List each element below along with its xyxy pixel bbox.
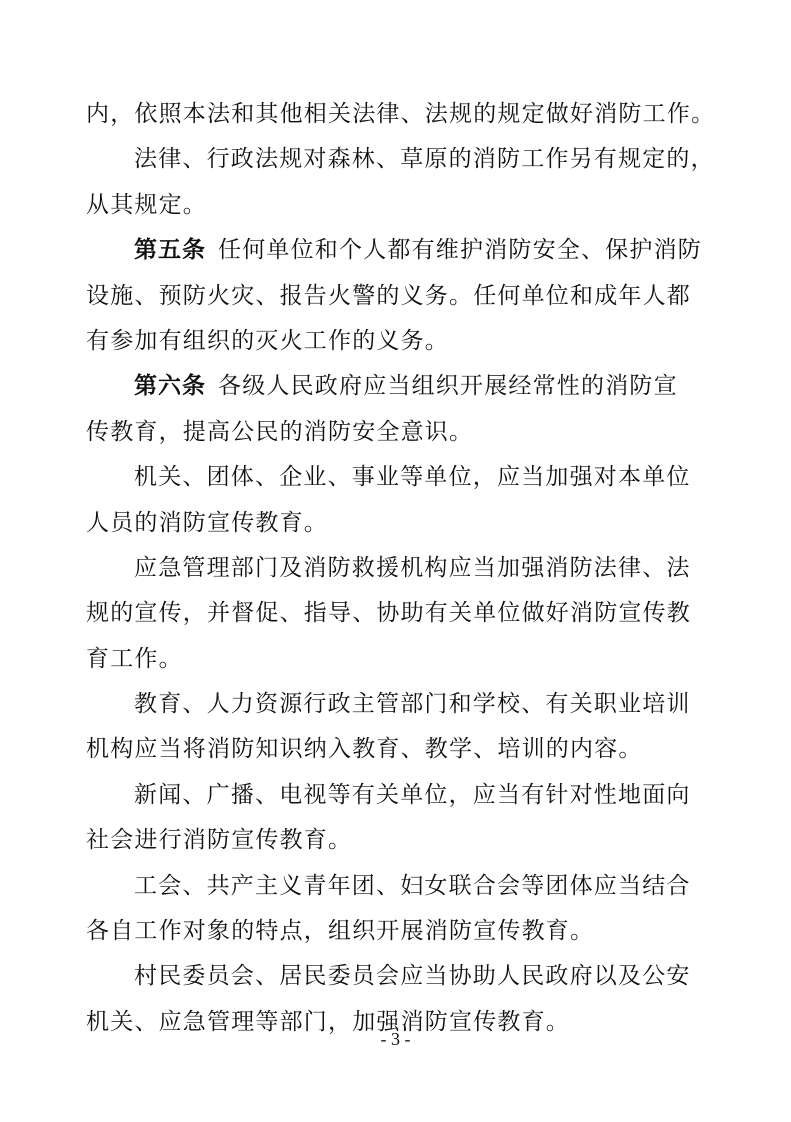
document-body bbox=[86, 92, 716, 1045]
line-text: 设施、预防火灾、报告火警的义务。任何单位和成年人都 bbox=[86, 282, 691, 309]
text-line bbox=[86, 773, 708, 818]
line-text: 传教育，提高公民的消防安全意识。 bbox=[86, 418, 474, 445]
article-number: 第五条 bbox=[134, 237, 206, 264]
text-line bbox=[86, 410, 708, 455]
line-text: 新闻、广播、电视等有关单位，应当有针对性地面向 bbox=[134, 781, 691, 808]
line-text: 机构应当将消防知识纳入教育、教学、培训的内容。 bbox=[86, 736, 643, 763]
text-line bbox=[86, 501, 708, 546]
line-text: 规的宣传，并督促、指导、协助有关单位做好消防宣传教 bbox=[86, 600, 691, 627]
page-number: - 3 - bbox=[380, 1029, 411, 1049]
text-line bbox=[86, 364, 708, 409]
line-text: 法律、行政法规对森林、草原的消防工作另有规定的， bbox=[134, 146, 715, 173]
line-text: 机关、应急管理等部门，加强消防宣传教育。 bbox=[86, 1008, 570, 1035]
line-text: 社会进行消防宣传教育。 bbox=[86, 827, 353, 854]
text-line bbox=[86, 727, 708, 772]
text-line bbox=[86, 455, 708, 500]
text-line bbox=[86, 92, 716, 137]
line-text: 有参加有组织的灭火工作的义务。 bbox=[86, 327, 449, 354]
text-line bbox=[86, 954, 708, 999]
text-line bbox=[86, 591, 708, 636]
text-line bbox=[86, 682, 708, 727]
line-text: 村民委员会、居民委员会应当协助人民政府以及公安 bbox=[134, 963, 691, 990]
text-line bbox=[86, 909, 708, 954]
text-line bbox=[86, 319, 708, 364]
line-text: 内，依照本法和其他相关法律、法规的规定做好消防工作。 bbox=[86, 101, 716, 127]
line-text: 各级人民政府应当组织开展经常性的消防宣 bbox=[218, 373, 678, 400]
line-text: 从其规定。 bbox=[86, 191, 207, 218]
text-line bbox=[86, 228, 708, 273]
text-line bbox=[86, 637, 708, 682]
line-text: 教育、人力资源行政主管部门和学校、有关职业培训 bbox=[134, 691, 691, 718]
text-line bbox=[86, 137, 715, 182]
text-line bbox=[86, 546, 708, 591]
line-text: 应急管理部门及消防救援机构应当加强消防法律、法 bbox=[134, 554, 691, 581]
line-text: 育工作。 bbox=[86, 645, 183, 672]
line-text: 人员的消防宣传教育。 bbox=[86, 509, 328, 536]
article-number: 第六条 bbox=[134, 373, 206, 400]
text-line bbox=[86, 183, 708, 228]
line-text: 任何单位和个人都有维护消防安全、保护消防 bbox=[218, 237, 702, 264]
text-line bbox=[86, 274, 708, 319]
line-text: 机关、团体、企业、事业等单位，应当加强对本单位 bbox=[134, 464, 691, 491]
text-line bbox=[86, 864, 708, 909]
text-line bbox=[86, 818, 708, 863]
line-text: 工会、共产主义青年团、妇女联合会等团体应当结合 bbox=[134, 872, 691, 899]
line-text: 各自工作对象的特点，组织开展消防宣传教育。 bbox=[86, 918, 595, 945]
